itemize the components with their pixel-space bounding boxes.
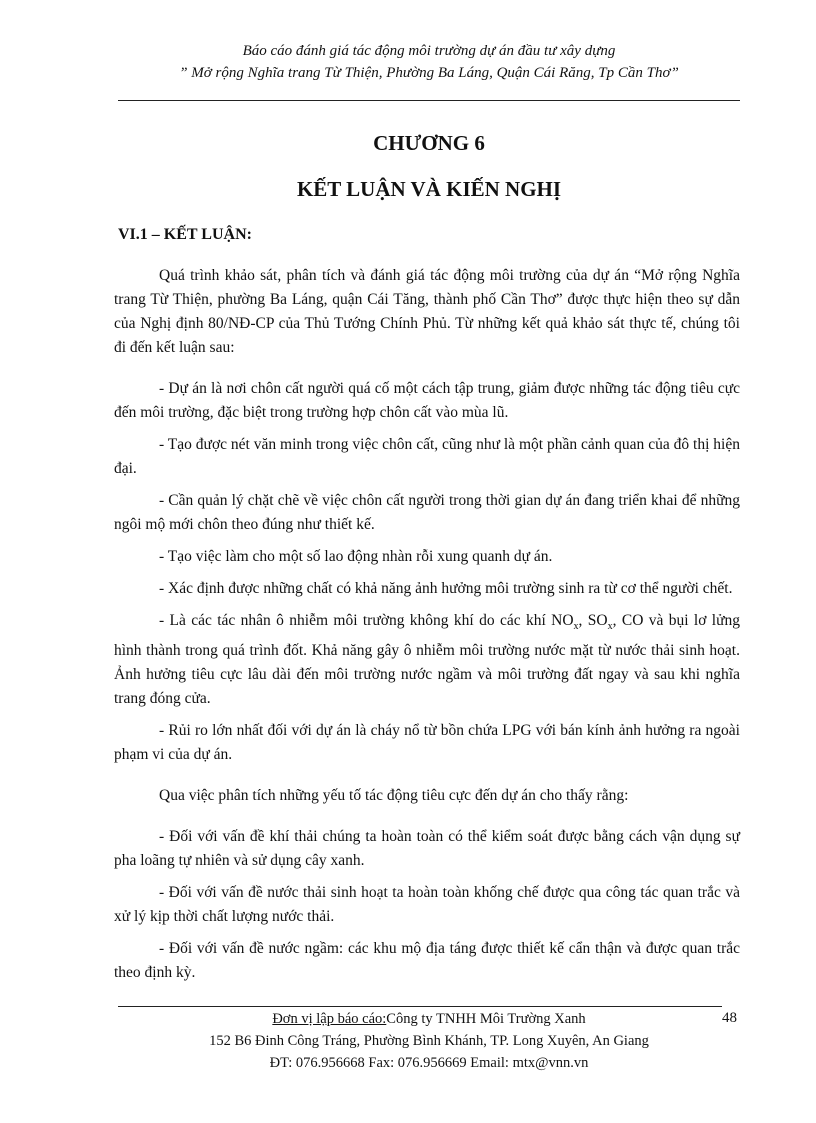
conclusion-item: - Cần quản lý chặt chẽ về việc chôn cất người trong thời gian dự án đang triển khai để những ngôi mộ mới chôn theo đúng như thiết kế. bbox=[114, 492, 740, 533]
chapter-title: KẾT LUẬN VÀ KIẾN NGHỊ bbox=[296, 177, 562, 201]
header-rule bbox=[118, 100, 740, 101]
analysis-item: - Đối với vấn đề nước thải sinh hoạt ta hoàn toàn khống chế được qua công tác quan trắc và xử lý kịp thời chất lượng nước thải. bbox=[114, 884, 740, 926]
running-footer bbox=[118, 1008, 740, 1074]
chapter-heading: CHƯƠNG 6 bbox=[373, 131, 485, 155]
nox-subscript: x bbox=[573, 621, 579, 633]
running-header bbox=[118, 40, 740, 84]
pollution-item bbox=[114, 609, 740, 711]
analysis-item: - Đối với vấn đề khí thải chúng ta hoàn toàn có thể kiểm soát được bằng cách vận dụng sự pha loãng tự nhiên và sử dụng cây xanh. bbox=[114, 828, 740, 870]
conclusion-item: - Tạo được nét văn minh trong việc chôn cất, cũng như là một phần cảnh quan của đô thị hiện đại. bbox=[114, 436, 740, 477]
pollution-sep: , SO bbox=[578, 612, 608, 629]
footer-address: 152 B6 Đinh Công Tráng, Phường Bình Khánh, TP. Long Xuyên, An Giang bbox=[209, 1033, 649, 1049]
footer-contact: ĐT: 076.956668 Fax: 076.956669 Email: mtx@vnn.vn bbox=[269, 1055, 589, 1071]
intro-paragraph: Quá trình khảo sát, phân tích và đánh giá tác động môi trường của dự án “Mở rộng Nghĩa trang Từ Thiện, phường Ba Láng, quận Cái Tăng, thành phố Cần Thơ” được thực hiện theo sự dẫn của Nghị định 80/NĐ-CP của Thủ Tướng Chính Phủ. Từ những kết quả khảo sát thực tế, chúng tôi đi đến kết luận sau: bbox=[114, 267, 740, 356]
conclusion-item: - Dự án là nơi chôn cất người quá cố một cách tập trung, giảm được những tác động tiêu cực đến môi trường, đặc biệt trong trường hợp chôn cất vào mùa lũ. bbox=[114, 380, 740, 421]
conclusion-item: - Xác định được những chất có khả năng ảnh hưởng môi trường sinh ra từ cơ thể người chết. bbox=[159, 580, 733, 597]
footer-rule bbox=[118, 1006, 722, 1007]
header-line-1: Báo cáo đánh giá tác động môi trường dự án đầu tư xây dựng bbox=[242, 43, 616, 59]
footer-line-1 bbox=[118, 1008, 740, 1030]
page-number: 48 bbox=[722, 1010, 737, 1026]
footer-label: Đơn vị lập báo cáo: bbox=[272, 1011, 387, 1027]
risk-item: - Rủi ro lớn nhất đối với dự án là cháy nổ từ bồn chứa LPG với bán kính ảnh hưởng ra ngoài phạm vi của dự án. bbox=[114, 722, 740, 764]
footer-company: Công ty TNHH Môi Trường Xanh bbox=[386, 1011, 586, 1027]
section-heading: VI.1 – KẾT LUẬN: bbox=[118, 226, 252, 243]
header-line-2: ” Mở rộng Nghĩa trang Từ Thiện, Phường Ba Láng, Quận Cái Răng, Tp Cần Thơ” bbox=[179, 65, 679, 81]
body-text bbox=[114, 264, 740, 985]
pollution-suffix: , CO và bụi lơ lửng hình thành trong quá trình đốt. Khả năng gây ô nhiễm môi trường nước mặt từ nước thải sinh hoạt. Ảnh hưởng tiêu cực lâu dài đến môi trường nước ngầm và môi trường đất ngay và sau khi nghĩa trang đóng cửa. bbox=[114, 612, 740, 708]
pollution-prefix: - Là các tác nhân ô nhiễm môi trường không khí do các khí NO bbox=[159, 612, 574, 629]
conclusion-item: - Tạo việc làm cho một số lao động nhàn rỗi xung quanh dự án. bbox=[159, 548, 553, 565]
analysis-item: - Đối với vấn đề nước ngầm: các khu mộ địa táng được thiết kế cẩn thận và được quan trắc theo định kỳ. bbox=[114, 940, 740, 982]
sox-subscript: x bbox=[607, 621, 613, 633]
analysis-intro: Qua việc phân tích những yếu tố tác động tiêu cực đến dự án cho thấy rằng: bbox=[159, 787, 629, 805]
